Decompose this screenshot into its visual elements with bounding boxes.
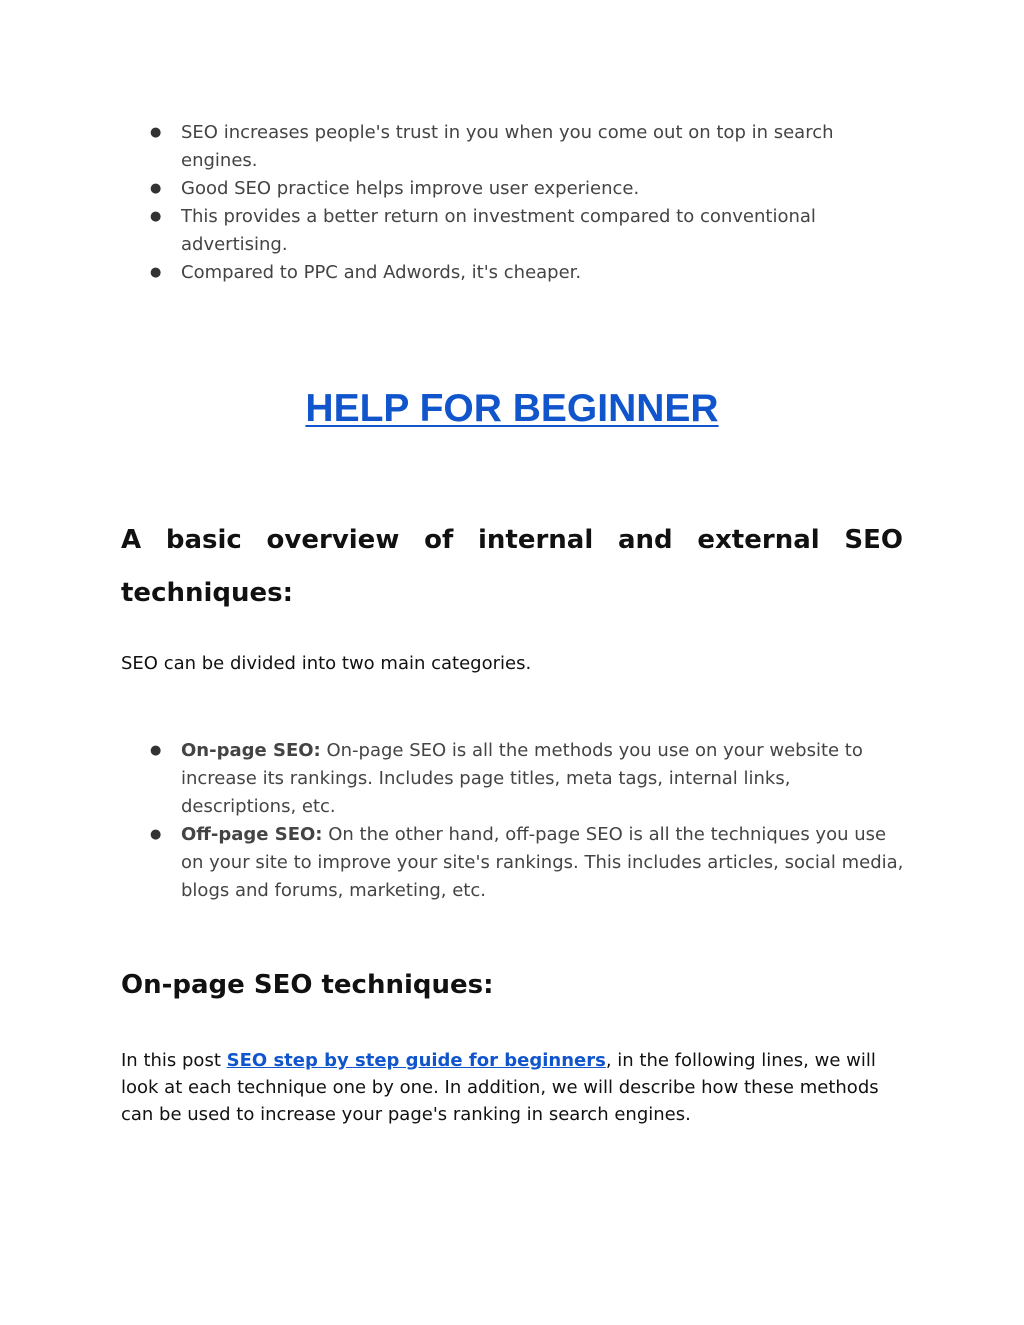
- guide-link[interactable]: SEO step by step guide for beginners: [226, 1050, 606, 1071]
- post-text-after: , in the following lines, we will look at each technique one by one. In addition, we will describe how these methods can be used to increase your page's ranking in search engines.: [121, 1050, 879, 1125]
- bullet-icon: ●: [150, 181, 162, 196]
- list-item: [150, 821, 910, 905]
- category-text: On the other hand, off-page SEO is all the techniques you use on your site to improve your site's rankings. This includes articles, social media, blogs and forums, marketing, etc.: [181, 824, 904, 901]
- benefits-list: [150, 119, 910, 287]
- overview-heading: A basic overview of internal and external SEO techniques:: [121, 525, 903, 608]
- post-paragraph: [121, 1047, 911, 1128]
- categories-intro: SEO can be divided into two main categories.: [121, 653, 532, 674]
- list-item: [150, 175, 910, 203]
- bullet-icon: ●: [150, 743, 162, 758]
- list-item: [150, 203, 910, 259]
- list-item-text: Compared to PPC and Adwords, it's cheaper.: [181, 262, 582, 283]
- category-text: On-page SEO is all the methods you use on your website to increase its rankings. Includes page titles, meta tags, internal links, descriptions, etc.: [181, 740, 863, 817]
- list-item-text: SEO increases people's trust in you when you come out on top in search engines.: [181, 122, 834, 171]
- help-title: [0, 383, 1024, 435]
- bullet-icon: ●: [150, 209, 162, 224]
- help-title-link[interactable]: HELP FOR BEGINNER: [305, 387, 719, 430]
- bullet-icon: ●: [150, 125, 162, 140]
- bullet-icon: ●: [150, 827, 162, 842]
- post-text-before: In this post: [121, 1050, 227, 1071]
- list-item-text: Good SEO practice helps improve user experience.: [181, 178, 640, 199]
- list-item-text: This provides a better return on investment compared to conventional advertising.: [181, 206, 816, 255]
- list-item: [150, 119, 910, 175]
- list-item: [150, 259, 910, 287]
- category-term: Off-page SEO:: [181, 824, 323, 845]
- list-item: [150, 737, 910, 821]
- onpage-heading: On-page SEO techniques:: [121, 970, 494, 1000]
- category-term: On-page SEO:: [181, 740, 321, 761]
- categories-list: [150, 737, 910, 905]
- bullet-icon: ●: [150, 265, 162, 280]
